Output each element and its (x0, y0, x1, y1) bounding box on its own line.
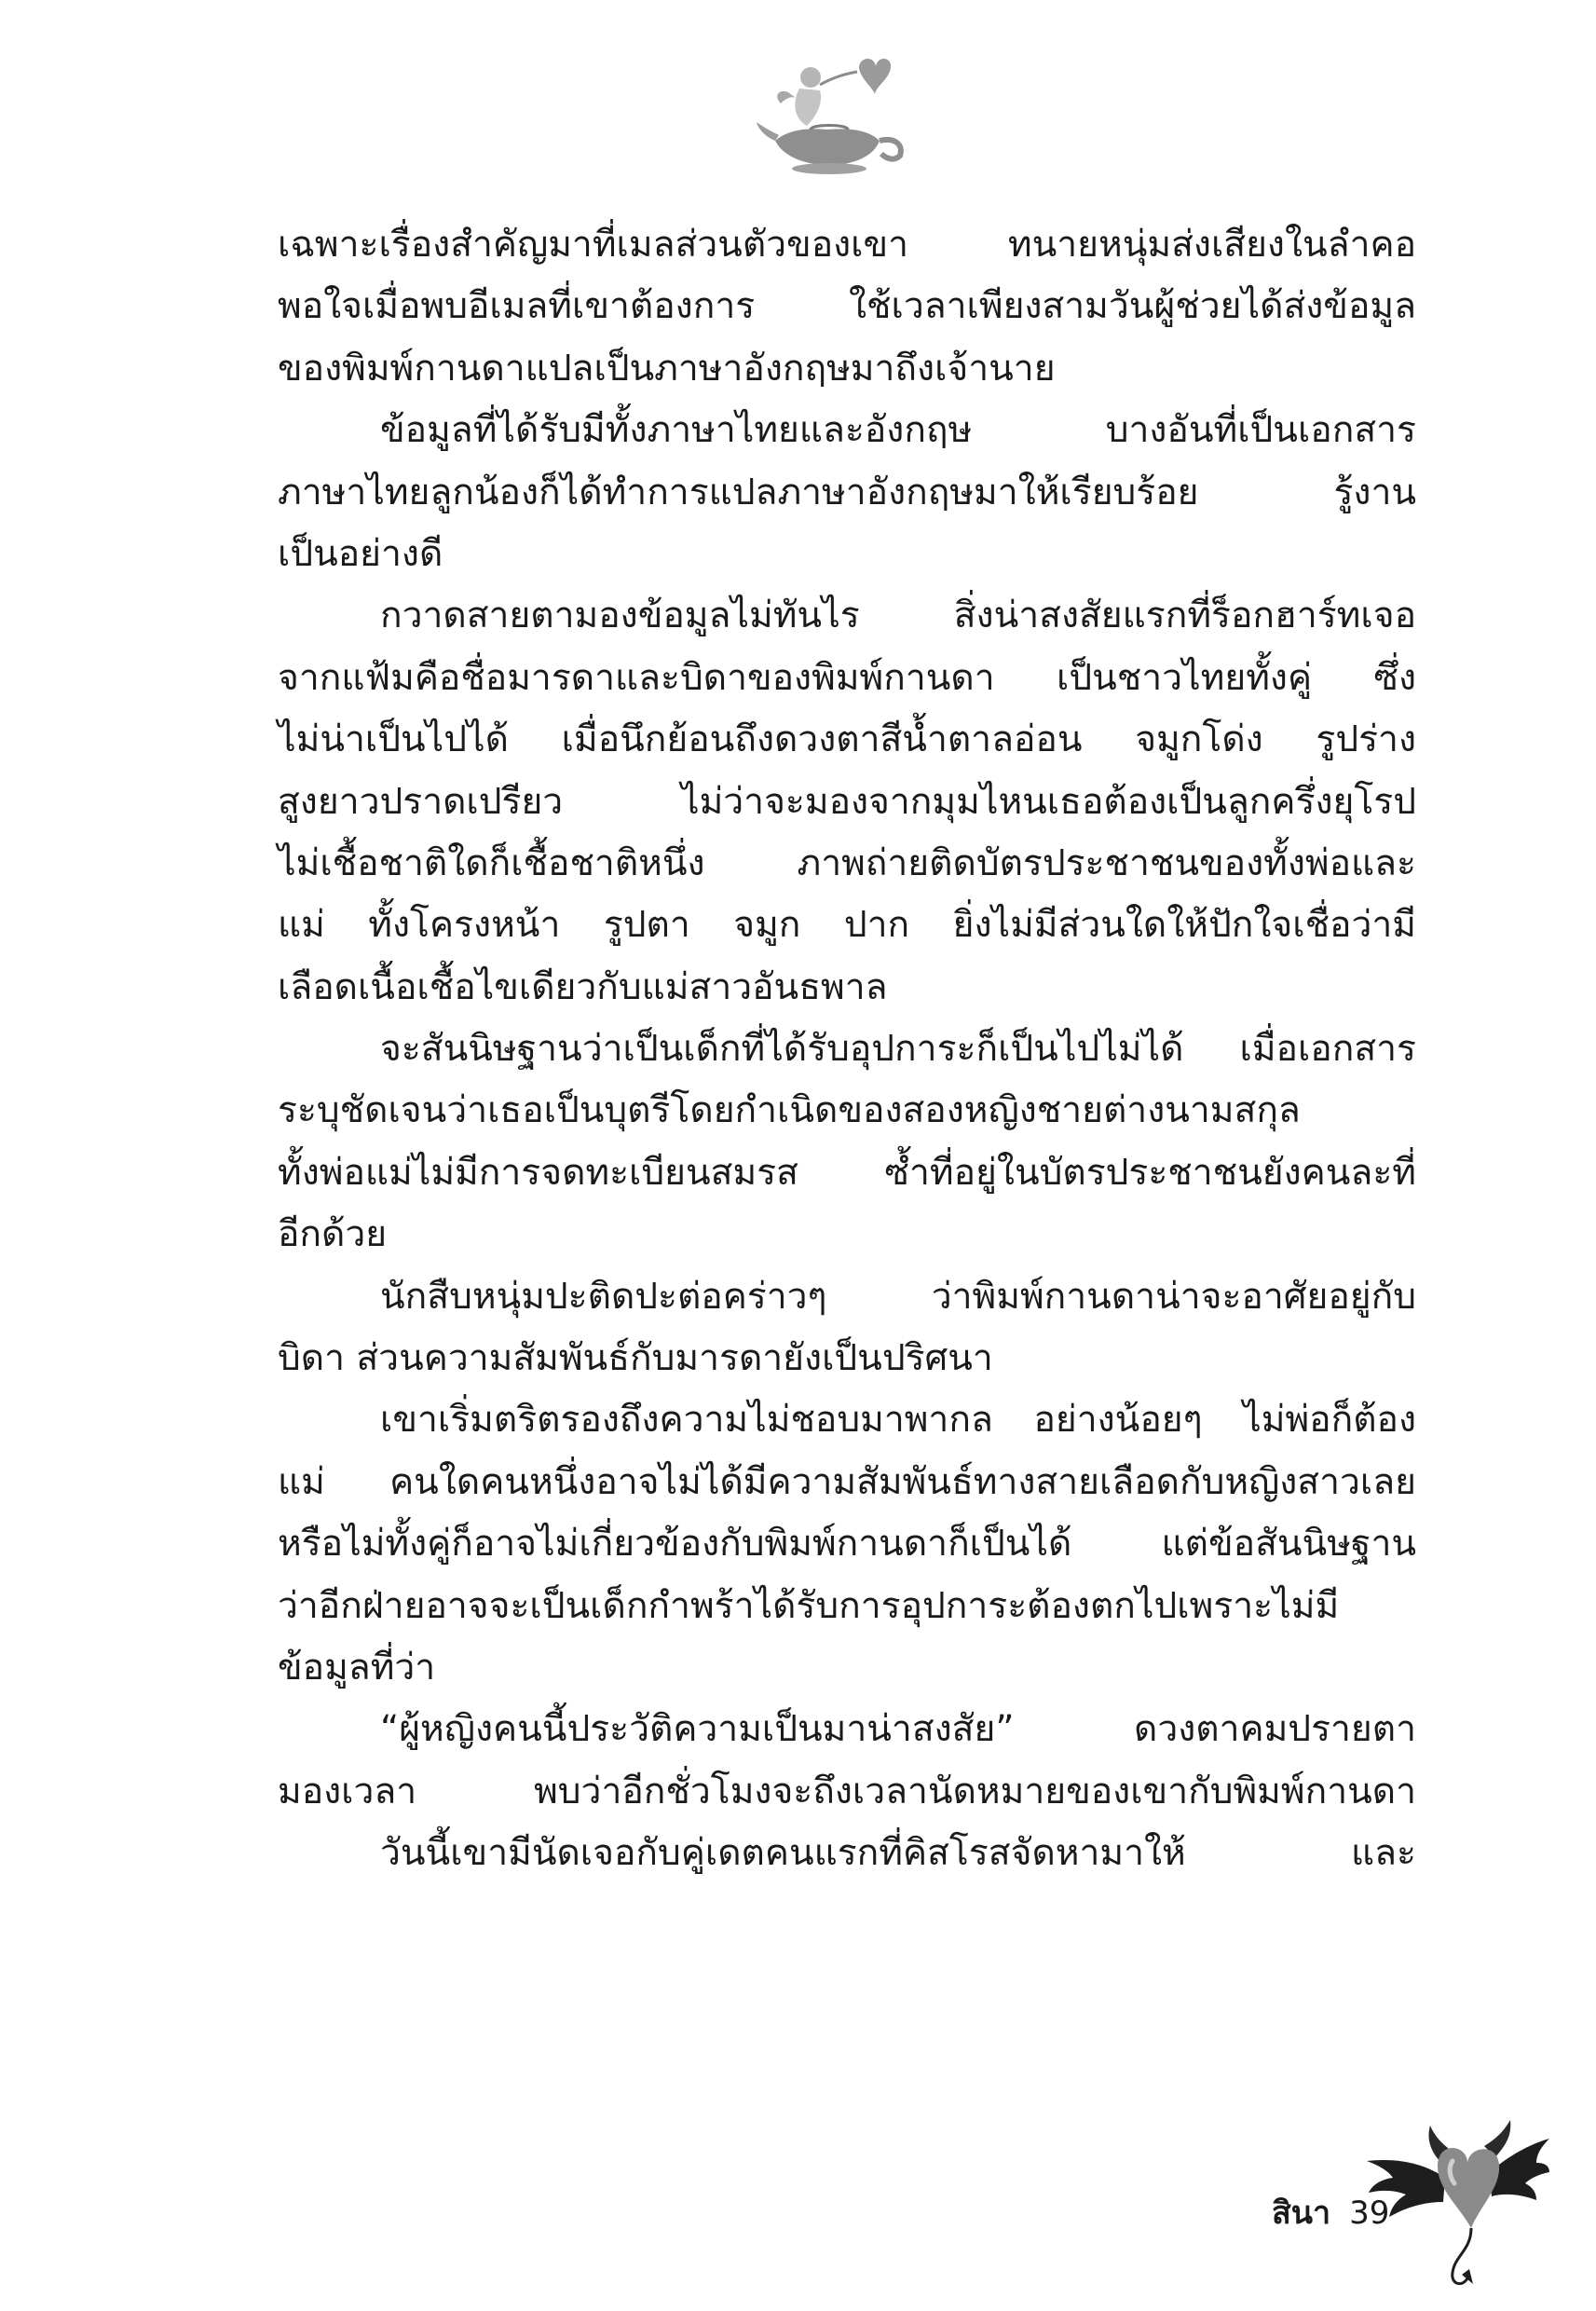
text-line: ไม่น่าเป็นไปได้ เมื่อนึกย้อนถึงดวงตาสีน้ำตาลอ่อน จมูกโด่ง รูปร่าง (278, 718, 1416, 761)
teapot-cupid-ornament-icon (755, 51, 913, 182)
text-line: เป็นอย่างดี (278, 532, 443, 575)
text-line: ข้อมูลที่ว่า (278, 1646, 436, 1689)
text-line: อีกด้วย (278, 1213, 388, 1256)
text-line: ไม่เชื้อชาติใดก็เชื้อชาติหนึ่ง ภาพถ่ายติดบัตรประชาชนของทั้งพ่อและ (278, 841, 1416, 884)
body-text (278, 214, 1416, 1885)
text-line: ภาษาไทยลูกน้องก็ได้ทำการแปลภาษาอังกฤษมาให้เรียบร้อย รู้งาน (278, 471, 1416, 513)
text-line: เฉพาะเรื่องสำคัญมาที่เมลส่วนตัวของเขา ทนายหนุ่มส่งเสียงในลำคอ (278, 224, 1416, 266)
text-line: แม่ คนใดคนหนึ่งอาจไม่ได้มีความสัมพันธ์ทางสายเลือดกับหญิงสาวเลย (278, 1460, 1416, 1503)
text-line: พอใจเมื่อพบอีเมลที่เขาต้องการ ใช้เวลาเพียงสามวันผู้ช่วยได้ส่งข้อมูล (278, 285, 1416, 328)
text-line: ข้อมูลที่ได้รับมีทั้งภาษาไทยและอังกฤษ บางอันที่เป็นเอกสาร (380, 409, 1416, 452)
book-title: สินา (1272, 2195, 1331, 2232)
text-line: จากแฟ้มคือชื่อมารดาและบิดาของพิมพ์กานดา เป็นชาวไทยทั้งคู่ ซึ่ง (278, 656, 1416, 699)
text-line: กวาดสายตามองข้อมูลไม่ทันไร สิ่งน่าสงสัยแรกที่ร็อกฮาร์ทเจอ (380, 595, 1416, 637)
text-line: “ผู้หญิงคนนี้ประวัติความเป็นมาน่าสงสัย” ดวงตาคมปรายตา (380, 1708, 1416, 1751)
text-line: สูงยาวปราดเปรียว ไม่ว่าจะมองจากมุมไหนเธอต้องเป็นลูกครึ่งยุโรป (278, 780, 1416, 823)
text-line: แม่ ทั้งโครงหน้า รูปตา จมูก ปาก ยิ่งไม่มีส่วนใดให้ปักใจเชื่อว่ามี (278, 904, 1416, 947)
text-line: ทั้งพ่อแม่ไม่มีการจดทะเบียนสมรส ซ้ำที่อยู่ในบัตรประชาชนยังคนละที่ (278, 1151, 1416, 1194)
text-line: ของพิมพ์กานดาแปลเป็นภาษาอังกฤษมาถึงเจ้านาย (278, 347, 1056, 390)
text-line: ระบุชัดเจนว่าเธอเป็นบุตรีโดยกำเนิดของสองหญิงชายต่างนามสกุล (278, 1089, 1301, 1132)
page-number: 39 (1349, 2195, 1390, 2232)
text-line: เลือดเนื้อเชื้อไขเดียวกับแม่สาวอันธพาล (278, 965, 888, 1008)
text-line: หรือไม่ทั้งคู่ก็อาจไม่เกี่ยวข้องกับพิมพ์กานดาก็เป็นได้ แต่ข้อสันนิษฐาน (278, 1523, 1416, 1566)
text-line: บิดา ส่วนความสัมพันธ์กับมารดายังเป็นปริศนา (278, 1337, 993, 1380)
text-line: นักสืบหนุ่มปะติดปะต่อคร่าวๆ ว่าพิมพ์กานดาน่าจะอาศัยอยู่กับ (380, 1275, 1416, 1318)
devil-heart-wings-ornament-icon (1365, 2092, 1551, 2297)
text-line: เขาเริ่มตริตรองถึงความไม่ชอบมาพากล อย่างน้อยๆ ไม่พ่อก็ต้อง (380, 1399, 1416, 1442)
text-line: มองเวลา พบว่าอีกชั่วโมงจะถึงเวลานัดหมายของเขากับพิมพ์กานดา (278, 1770, 1416, 1812)
text-line: วันนี้เขามีนัดเจอกับคู่เดตคนแรกที่คิสโรสจัดหามาให้ และ (380, 1832, 1416, 1875)
text-line: จะสันนิษฐานว่าเป็นเด็กที่ได้รับอุปการะก็เป็นไปไม่ได้ เมื่อเอกสาร (380, 1028, 1416, 1071)
text-line: ว่าอีกฝ่ายอาจจะเป็นเด็กกำพร้าได้รับการอุปการะต้องตกไปเพราะไม่มี (278, 1584, 1340, 1627)
